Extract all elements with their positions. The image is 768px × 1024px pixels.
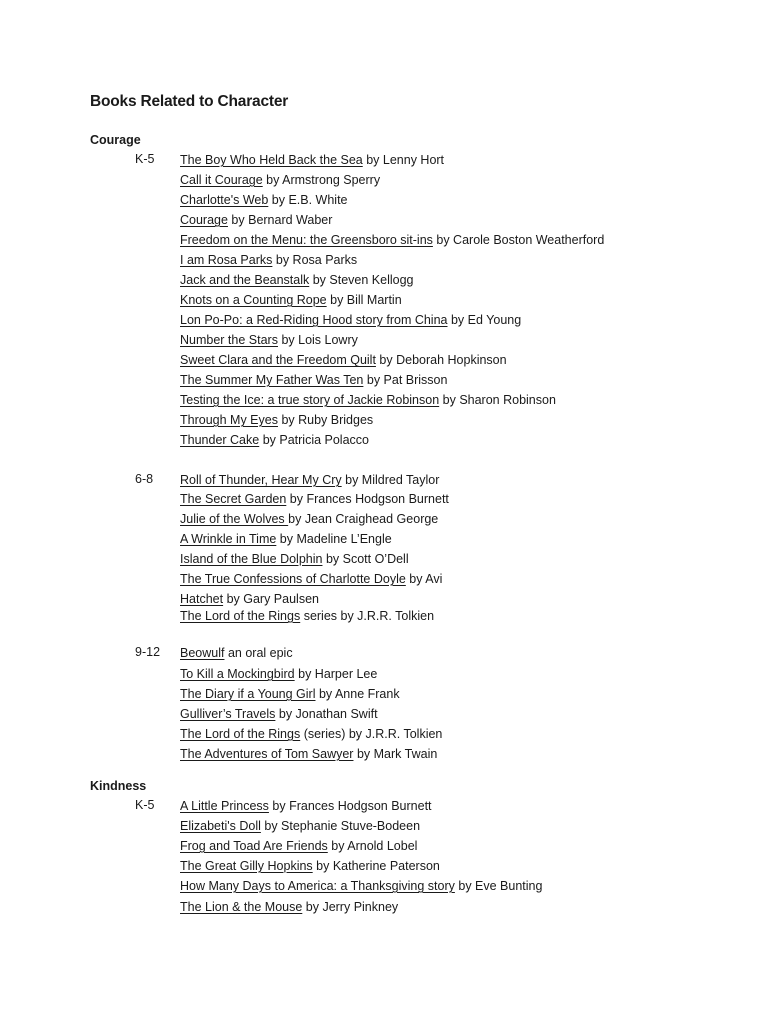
- book-entry: [180, 645, 293, 661]
- book-title: Hatchet: [180, 592, 224, 606]
- book-author: by Anne Frank: [315, 687, 400, 701]
- book-entry: [180, 798, 432, 814]
- book-title: The Lord of the Rings: [180, 727, 301, 741]
- book-title: Jack and the Beanstalk: [180, 273, 310, 287]
- book-title: Sweet Clara and the Freedom Quilt: [180, 353, 376, 367]
- book-title: The True Confessions of Charlotte Doyle: [180, 572, 406, 586]
- book-author: by Rosa Parks: [272, 253, 358, 267]
- book-entry: [180, 706, 378, 722]
- book-title: Charlotte's Web: [180, 193, 269, 207]
- book-entry: [180, 392, 556, 408]
- book-entry: [180, 372, 447, 388]
- book-author: by Eve Bunting: [454, 879, 543, 893]
- book-entry: [180, 312, 521, 328]
- book-title: The Summer My Father Was Ten: [180, 373, 364, 387]
- book-entry: [180, 172, 380, 188]
- book-title: Julie of the Wolves: [180, 512, 289, 526]
- book-author: by Lenny Hort: [362, 153, 445, 167]
- book-author: by Gary Paulsen: [223, 592, 319, 606]
- book-author: series by J.R.R. Tolkien: [300, 609, 435, 623]
- category-heading-kindness: Kindness: [90, 779, 147, 793]
- book-title: Beowulf: [180, 646, 225, 660]
- book-entry: [180, 412, 373, 428]
- book-author: by Jonathan Swift: [275, 707, 378, 721]
- book-title: Thunder Cake: [180, 433, 260, 447]
- book-author: by Steven Kellogg: [309, 273, 414, 287]
- book-entry: [180, 858, 440, 874]
- book-entry: [180, 838, 417, 854]
- book-author: by Scott O’Dell: [322, 552, 409, 566]
- grade-label: 6-8: [135, 472, 154, 486]
- book-entry: [180, 726, 442, 742]
- book-title: Courage: [180, 213, 228, 227]
- book-title: Island of the Blue Dolphin: [180, 552, 323, 566]
- book-entry: [180, 192, 348, 208]
- book-entry: [180, 432, 369, 448]
- book-entry: [180, 531, 392, 547]
- book-author: by Sharon Robinson: [439, 393, 556, 407]
- book-title: Gulliver’s Travels: [180, 707, 276, 721]
- book-author: by Ruby Bridges: [277, 413, 374, 427]
- book-title: The Adventures of Tom Sawyer: [180, 747, 354, 761]
- book-entry: [180, 746, 437, 762]
- book-title: Lon Po-Po: a Red-Riding Hood story from China: [180, 313, 448, 327]
- book-title: A Wrinkle in Time: [180, 532, 277, 546]
- book-entry: [180, 292, 402, 308]
- book-title: The Boy Who Held Back the Sea: [180, 153, 363, 167]
- book-title: Knots on a Counting Rope: [180, 293, 327, 307]
- book-title: Testing the Ice: a true story of Jackie Robinson: [180, 393, 440, 407]
- book-author: by Patricia Polacco: [259, 433, 369, 447]
- book-title: The Secret Garden: [180, 492, 287, 506]
- book-title: Number the Stars: [180, 333, 278, 347]
- book-entry: [180, 571, 442, 587]
- grade-label: K-5: [135, 798, 155, 812]
- book-entry: [180, 272, 414, 288]
- book-title: Roll of Thunder, Hear My Cry: [180, 473, 342, 487]
- document-title: Books Related to Character: [90, 93, 289, 110]
- book-title: The Great Gilly Hopkins: [180, 859, 313, 873]
- book-author: by Madeline L’Engle: [276, 532, 392, 546]
- book-entry: [180, 352, 507, 368]
- book-author: (series) by J.R.R. Tolkien: [300, 727, 443, 741]
- book-author: by Arnold Lobel: [327, 839, 418, 853]
- book-entry: [180, 511, 438, 527]
- book-author: by Frances Hodgson Burnett: [268, 799, 432, 813]
- book-author: by Avi: [405, 572, 443, 586]
- book-author: by E.B. White: [268, 193, 348, 207]
- book-entry: [180, 252, 357, 268]
- book-author: by Bernard Waber: [227, 213, 333, 227]
- book-author: by Deborah Hopkinson: [375, 353, 507, 367]
- book-author: by Ed Young: [447, 313, 522, 327]
- book-entry: [180, 491, 449, 507]
- book-author: by Stephanie Stuve-Bodeen: [260, 819, 421, 833]
- book-title: The Diary if a Young Girl: [180, 687, 316, 701]
- book-title: The Lion & the Mouse: [180, 900, 303, 914]
- book-title: Elizabeti's Doll: [180, 819, 261, 833]
- grade-label: 9-12: [135, 645, 161, 659]
- book-entry: [180, 666, 377, 682]
- grade-label: K-5: [135, 152, 155, 166]
- book-entry: [180, 232, 604, 248]
- book-author: by Frances Hodgson Burnett: [286, 492, 449, 506]
- book-entry: [180, 472, 439, 488]
- book-entry: [180, 591, 319, 607]
- book-title: Through My Eyes: [180, 413, 278, 427]
- book-title: How Many Days to America: a Thanksgiving story: [180, 879, 455, 893]
- book-entry: [180, 686, 400, 702]
- book-title: Call it Courage: [180, 173, 263, 187]
- book-author: by Armstrong Sperry: [262, 173, 381, 187]
- book-entry: [180, 212, 332, 228]
- book-author: by Mark Twain: [353, 747, 438, 761]
- book-author: by Jean Craighead George: [288, 512, 439, 526]
- category-heading-courage: Courage: [90, 133, 141, 147]
- book-author: by Carole Boston Weatherford: [432, 233, 605, 247]
- book-author: an oral epic: [224, 646, 293, 660]
- book-author: by Bill Martin: [326, 293, 402, 307]
- book-author: by Mildred Taylor: [341, 473, 440, 487]
- book-title: The Lord of the Rings: [180, 609, 301, 623]
- book-entry: [180, 152, 444, 168]
- book-title: Frog and Toad Are Friends: [180, 839, 328, 853]
- book-title: A Little Princess: [180, 799, 269, 813]
- book-entry: [180, 332, 358, 348]
- book-entry: [180, 878, 542, 894]
- book-author: by Lois Lowry: [277, 333, 358, 347]
- book-author: by Pat Brisson: [363, 373, 448, 387]
- book-author: by Katherine Paterson: [312, 859, 440, 873]
- book-entry: [180, 818, 420, 834]
- book-author: by Harper Lee: [294, 667, 378, 681]
- book-entry: [180, 551, 409, 567]
- book-title: To Kill a Mockingbird: [180, 667, 295, 681]
- book-entry: [180, 899, 398, 915]
- book-entry: [180, 608, 434, 624]
- book-title: I am Rosa Parks: [180, 253, 273, 267]
- book-title: Freedom on the Menu: the Greensboro sit-ins: [180, 233, 433, 247]
- book-author: by Jerry Pinkney: [302, 900, 399, 914]
